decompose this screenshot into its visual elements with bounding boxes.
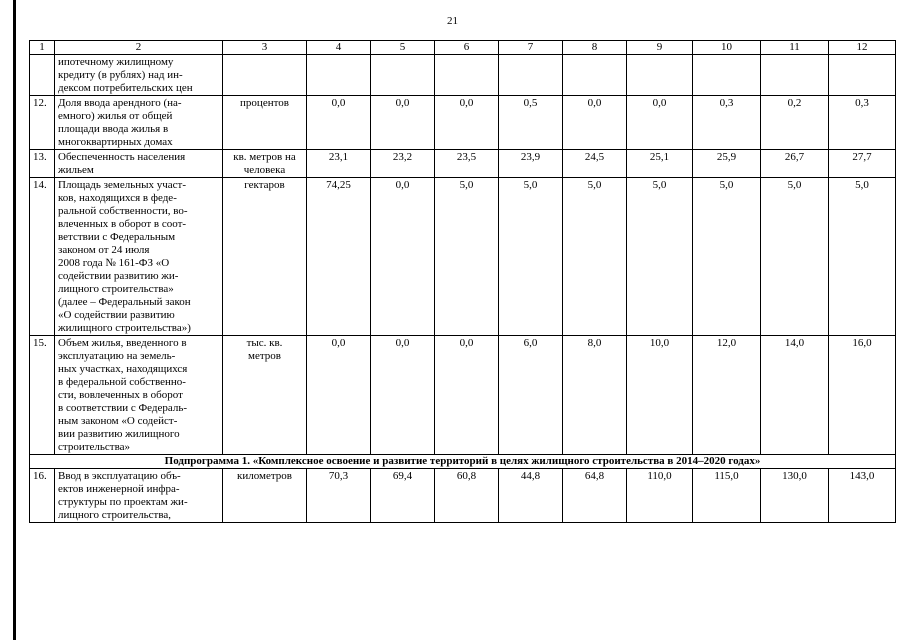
year-value: [693, 55, 761, 96]
unit-line: метров: [248, 350, 281, 362]
year-value: 0,0: [371, 336, 435, 455]
row-number: 12.: [30, 96, 55, 150]
subprogram-row: [30, 455, 896, 469]
year-value: 69,4: [371, 469, 435, 523]
year-value: 26,7: [761, 150, 829, 178]
unit-line: человека: [243, 164, 286, 176]
indicator-name: [55, 55, 223, 96]
year-value: 6,0: [499, 336, 563, 455]
year-value: 60,8: [435, 469, 499, 523]
column-number-3: 3: [223, 41, 307, 55]
year-value: 0,0: [435, 96, 499, 150]
binding-edge-line: [13, 0, 16, 640]
indicator-name-line: Объем жилья, введенного в: [58, 337, 187, 349]
row-number: 13.: [30, 150, 55, 178]
indicator-name-line: эксплуатацию на земель-: [58, 350, 176, 362]
unit-of-measure: [223, 469, 307, 523]
year-value: 24,5: [563, 150, 627, 178]
year-value: 0,3: [693, 96, 761, 150]
unit-line: километров: [237, 470, 292, 482]
row-number: 15.: [30, 336, 55, 455]
year-value: [499, 55, 563, 96]
indicator-name: [55, 336, 223, 455]
column-number-10: 10: [693, 41, 761, 55]
indicator-name: [55, 469, 223, 523]
indicator-name-line: Площадь земельных участ-: [58, 179, 187, 191]
table-row: [30, 96, 896, 150]
indicators-table: [29, 40, 896, 523]
table-row: [30, 469, 896, 523]
year-value: 23,2: [371, 150, 435, 178]
indicator-name-line: ипотечному жилищному: [58, 56, 174, 68]
column-number-6: 6: [435, 41, 499, 55]
year-value: 0,0: [307, 96, 371, 150]
year-value: 14,0: [761, 336, 829, 455]
indicator-name-line: ных участках, находящихся: [58, 363, 188, 375]
year-value: 25,9: [693, 150, 761, 178]
indicator-name-line: Ввод в эксплуатацию объ-: [58, 470, 181, 482]
year-value: 8,0: [563, 336, 627, 455]
year-value: [307, 55, 371, 96]
indicator-name-line: (далее – Федеральный закон: [58, 296, 191, 308]
column-number-8: 8: [563, 41, 627, 55]
year-value: 12,0: [693, 336, 761, 455]
indicator-name-line: ектов инженерной инфра-: [58, 483, 180, 495]
table-row: [30, 336, 896, 455]
column-number-11: 11: [761, 41, 829, 55]
column-number-5: 5: [371, 41, 435, 55]
year-value: 0,0: [435, 336, 499, 455]
indicator-name-line: структуры по проектам жи-: [58, 496, 188, 508]
indicator-name-line: строительства»: [58, 441, 131, 453]
unit-line: гектаров: [244, 179, 285, 191]
year-value: 5,0: [627, 178, 693, 336]
indicator-name-line: площади ввода жилья в: [58, 123, 169, 135]
year-value: 44,8: [499, 469, 563, 523]
year-value: 0,0: [371, 96, 435, 150]
year-value: 0,0: [371, 178, 435, 336]
indicator-name-line: в федеральной собственно-: [58, 376, 186, 388]
unit-line: кв. метров на: [233, 151, 296, 163]
year-value: 5,0: [693, 178, 761, 336]
year-value: 23,5: [435, 150, 499, 178]
year-value: 0,5: [499, 96, 563, 150]
indicator-name-line: ным законом «О содейст-: [58, 415, 178, 427]
year-value: 70,3: [307, 469, 371, 523]
indicator-name-line: жильем: [58, 164, 94, 176]
year-value: 23,9: [499, 150, 563, 178]
indicator-name-line: ков, находящихся в феде-: [58, 192, 177, 204]
indicator-name-line: лищного строительства»: [58, 283, 174, 295]
column-number-9: 9: [627, 41, 693, 55]
year-value: 0,0: [627, 96, 693, 150]
column-number-row: [30, 41, 896, 55]
year-value: [435, 55, 499, 96]
year-value: 110,0: [627, 469, 693, 523]
indicator-name-line: емного) жилья от общей: [58, 110, 173, 122]
year-value: 143,0: [829, 469, 896, 523]
indicator-name-line: 2008 года № 161-ФЗ «О: [58, 257, 170, 269]
indicator-name-line: Обеспеченность населения: [58, 151, 186, 163]
year-value: [761, 55, 829, 96]
year-value: 27,7: [829, 150, 896, 178]
year-value: 5,0: [435, 178, 499, 336]
indicator-name-line: ральной собственности, во-: [58, 205, 188, 217]
unit-of-measure: [223, 178, 307, 336]
indicator-name: [55, 150, 223, 178]
unit-of-measure: [223, 150, 307, 178]
indicator-name-line: кредиту (в рублях) над ин-: [58, 69, 183, 81]
indicator-name-line: многоквартирных домах: [58, 136, 173, 148]
indicator-name-line: сти, вовлеченных в оборот: [58, 389, 183, 401]
year-value: 0,2: [761, 96, 829, 150]
unit-of-measure: [223, 55, 307, 96]
unit-line: процентов: [240, 97, 289, 109]
indicator-name-line: лищного строительства,: [58, 509, 171, 521]
indicator-name-line: содействии развитию жи-: [58, 270, 179, 282]
year-value: 0,0: [307, 336, 371, 455]
indicator-name-line: вии развитию жилищного: [58, 428, 180, 440]
page-number: 21: [447, 15, 458, 27]
year-value: 5,0: [563, 178, 627, 336]
table-row: [30, 150, 896, 178]
indicator-name-line: законом от 24 июля: [58, 244, 150, 256]
year-value: 23,1: [307, 150, 371, 178]
year-value: 5,0: [829, 178, 896, 336]
indicator-name-line: дексом потребительских цен: [58, 82, 193, 94]
year-value: 0,0: [563, 96, 627, 150]
table-row: [30, 178, 896, 336]
column-number-1: 1: [30, 41, 55, 55]
unit-of-measure: [223, 96, 307, 150]
year-value: 115,0: [693, 469, 761, 523]
year-value: 25,1: [627, 150, 693, 178]
year-value: [371, 55, 435, 96]
column-number-7: 7: [499, 41, 563, 55]
year-value: 130,0: [761, 469, 829, 523]
year-value: 5,0: [499, 178, 563, 336]
column-number-12: 12: [829, 41, 896, 55]
year-value: 10,0: [627, 336, 693, 455]
table-row: [30, 55, 896, 96]
year-value: 74,25: [307, 178, 371, 336]
year-value: 0,3: [829, 96, 896, 150]
year-value: [627, 55, 693, 96]
column-number-4: 4: [307, 41, 371, 55]
year-value: 5,0: [761, 178, 829, 336]
year-value: 64,8: [563, 469, 627, 523]
year-value: [829, 55, 896, 96]
unit-of-measure: [223, 336, 307, 455]
indicator-name-line: «О содействии развитию: [58, 309, 175, 321]
indicator-name-line: Доля ввода арендного (на-: [58, 97, 182, 109]
column-number-2: 2: [55, 41, 223, 55]
indicator-name-line: жилищного строительства»): [58, 322, 191, 334]
indicator-name-line: влеченных в оборот в соот-: [58, 218, 187, 230]
row-number: 16.: [30, 469, 55, 523]
indicator-name: [55, 178, 223, 336]
unit-line: тыс. кв.: [246, 337, 283, 349]
row-number: 14.: [30, 178, 55, 336]
row-number: [30, 55, 55, 96]
year-value: [563, 55, 627, 96]
indicator-name-line: ветствии с Федеральным: [58, 231, 176, 243]
indicator-name: [55, 96, 223, 150]
indicator-name-line: в соответствии с Федераль-: [58, 402, 188, 414]
subprogram-title: Подпрограмма 1. «Комплексное освоение и развитие территорий в целях жилищного строительства в 2014–2020 годах»: [30, 455, 896, 469]
year-value: 16,0: [829, 336, 896, 455]
